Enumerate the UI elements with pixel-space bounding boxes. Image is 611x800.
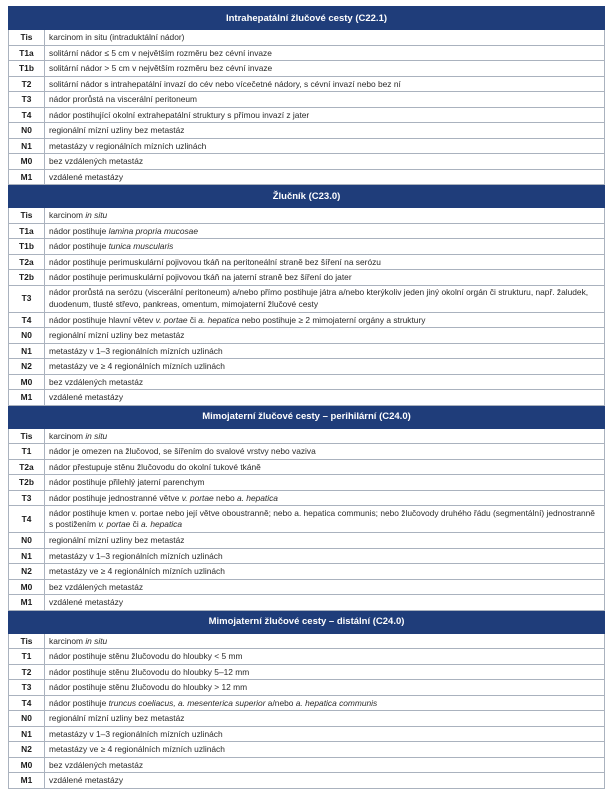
description-text: nádor postihuje přilehlý jaterní parenchym bbox=[49, 477, 205, 487]
description-text: karcinom bbox=[49, 430, 86, 441]
description-text: karcinom bbox=[49, 210, 86, 220]
italic-term: a. hepatica communis bbox=[295, 697, 378, 708]
tnm-description bbox=[45, 695, 605, 711]
tnm-description bbox=[45, 107, 605, 123]
tnm-description bbox=[45, 742, 605, 758]
tnm-description bbox=[45, 359, 605, 375]
tnm-description bbox=[45, 76, 605, 92]
table-row bbox=[9, 579, 605, 595]
description-text: bez vzdálených metastáz bbox=[49, 376, 144, 387]
description-text: nádor postihuje stěnu žlučovodu do hloubky < 5 mm bbox=[49, 651, 243, 661]
tnm-description bbox=[45, 533, 605, 549]
tnm-description bbox=[45, 254, 605, 270]
description-text: metastázy ve ≥ 4 regionálních mízních uzlinách bbox=[49, 744, 225, 754]
tnm-description bbox=[45, 328, 605, 344]
tnm-code: T1a bbox=[9, 45, 45, 61]
tnm-code: T3 bbox=[9, 285, 45, 312]
table-row bbox=[9, 92, 605, 108]
description-text: vzdálené metastázy bbox=[49, 597, 124, 607]
tnm-code: T2b bbox=[9, 270, 45, 286]
table-row bbox=[9, 459, 605, 475]
tnm-code: N0 bbox=[9, 123, 45, 139]
table-row bbox=[9, 444, 605, 460]
table-row bbox=[9, 208, 605, 224]
description-text: regionální mízní uzliny bez metastáz bbox=[49, 713, 185, 723]
tnm-code: M1 bbox=[9, 773, 45, 789]
tnm-code: T4 bbox=[9, 107, 45, 123]
tnm-code: N2 bbox=[9, 742, 45, 758]
table-row bbox=[9, 254, 605, 270]
tnm-description bbox=[45, 595, 605, 611]
tnm-code: T2a bbox=[9, 254, 45, 270]
description-text: karcinom in situ (intraduktální nádor) bbox=[49, 32, 185, 42]
description-text: nádor postihuje stěnu žlučovodu do hloubky 5–12 mm bbox=[49, 666, 250, 677]
description-text: metastázy v regionálních mízních uzlinách bbox=[49, 140, 207, 151]
tnm-table-body bbox=[9, 7, 605, 789]
tnm-description bbox=[45, 475, 605, 491]
description-text: nebo postihuje ≥ 2 mimojaterní orgány a struktury bbox=[239, 314, 426, 325]
tnm-description bbox=[45, 649, 605, 665]
description-text: vzdálené metastázy bbox=[49, 392, 124, 402]
tnm-code: T4 bbox=[9, 695, 45, 711]
tnm-code: T1a bbox=[9, 223, 45, 239]
tnm-code: Tis bbox=[9, 30, 45, 46]
tnm-code: T1b bbox=[9, 61, 45, 77]
tnm-description bbox=[45, 374, 605, 390]
tnm-code: Tis bbox=[9, 428, 45, 444]
table-row bbox=[9, 506, 605, 533]
tnm-description bbox=[45, 223, 605, 239]
table-row bbox=[9, 374, 605, 390]
table-row bbox=[9, 343, 605, 359]
table-row bbox=[9, 633, 605, 649]
section-title: Mimojaterní žlučové cesty – perihilární (C24.0) bbox=[9, 405, 605, 428]
table-row bbox=[9, 695, 605, 711]
tnm-description bbox=[45, 548, 605, 564]
tnm-description bbox=[45, 154, 605, 170]
tnm-code: T1 bbox=[9, 444, 45, 460]
table-row bbox=[9, 169, 605, 185]
description-text: či bbox=[187, 314, 199, 325]
table-row bbox=[9, 726, 605, 742]
table-row bbox=[9, 123, 605, 139]
table-row bbox=[9, 223, 605, 239]
tnm-description bbox=[45, 343, 605, 359]
description-text: nádor postihuje stěnu žlučovodu do hloubky > 12 mm bbox=[49, 682, 248, 692]
table-row bbox=[9, 328, 605, 344]
description-text: nádor prorůstá na serózu (viscerální peritoneum) a/nebo přímo postihuje játra a/nebo kterýkoliv jeden jiný okolní orgán či strukturu, např. žaludek, duodenum, tlusté střevo, pankreas, omentum, mimojaterní žlučové cesty bbox=[49, 287, 589, 309]
table-row bbox=[9, 76, 605, 92]
description-text: nádor je omezen na žlučovod, se šířením do svalové vrstvy nebo vaziva bbox=[49, 446, 316, 456]
tnm-description bbox=[45, 490, 605, 506]
table-row bbox=[9, 533, 605, 549]
table-row bbox=[9, 649, 605, 665]
tnm-code: T1b bbox=[9, 239, 45, 255]
section-header-row bbox=[9, 610, 605, 633]
description-text: nádor postihuje perimuskulární pojivovou tkáň na peritoneální straně bez šíření na serózu bbox=[49, 256, 381, 267]
description-text: nádor prorůstá na viscerální peritoneum bbox=[49, 94, 198, 104]
table-row bbox=[9, 773, 605, 789]
table-row bbox=[9, 30, 605, 46]
tnm-code: M1 bbox=[9, 169, 45, 185]
tnm-description bbox=[45, 506, 605, 533]
tnm-description bbox=[45, 312, 605, 328]
tnm-description bbox=[45, 711, 605, 727]
description-text: solitární nádor ≤ 5 cm v největším rozměru bez cévní invaze bbox=[49, 47, 272, 58]
tnm-code: N1 bbox=[9, 343, 45, 359]
table-row bbox=[9, 312, 605, 328]
table-row bbox=[9, 711, 605, 727]
tnm-code: T4 bbox=[9, 312, 45, 328]
italic-term: a. hepatica bbox=[198, 314, 240, 325]
table-row bbox=[9, 428, 605, 444]
tnm-code: N0 bbox=[9, 533, 45, 549]
tnm-description bbox=[45, 208, 605, 224]
table-row bbox=[9, 490, 605, 506]
tnm-code: M0 bbox=[9, 154, 45, 170]
table-row bbox=[9, 548, 605, 564]
description-text: karcinom bbox=[49, 635, 86, 646]
tnm-code: Tis bbox=[9, 208, 45, 224]
tnm-description bbox=[45, 45, 605, 61]
tnm-description bbox=[45, 773, 605, 789]
tnm-code: T4 bbox=[9, 506, 45, 533]
description-text: a/nebo bbox=[265, 697, 296, 708]
tnm-code: T2a bbox=[9, 459, 45, 475]
tnm-code: M0 bbox=[9, 374, 45, 390]
table-row bbox=[9, 45, 605, 61]
tnm-description bbox=[45, 123, 605, 139]
tnm-description bbox=[45, 92, 605, 108]
table-row bbox=[9, 757, 605, 773]
table-row bbox=[9, 564, 605, 580]
table-row bbox=[9, 107, 605, 123]
tnm-description bbox=[45, 30, 605, 46]
tnm-description bbox=[45, 270, 605, 286]
tnm-code: N1 bbox=[9, 548, 45, 564]
description-text: nádor postihuje bbox=[49, 241, 109, 251]
description-text: nádor postihuje hlavní větev bbox=[49, 314, 156, 325]
description-text: bez vzdálených metastáz bbox=[49, 759, 144, 770]
section-title: Intrahepatální žlučové cesty (C22.1) bbox=[9, 7, 605, 30]
description-text: regionální mízní uzliny bez metastáz bbox=[49, 125, 185, 135]
tnm-code: T2 bbox=[9, 76, 45, 92]
tnm-description bbox=[45, 285, 605, 312]
tnm-code: M0 bbox=[9, 579, 45, 595]
tnm-code: N1 bbox=[9, 138, 45, 154]
description-text: solitární nádor s intrahepatální invazí do cév nebo vícečetné nádory, s cévní invazí nebo bez ní bbox=[49, 78, 401, 89]
tnm-description bbox=[45, 757, 605, 773]
description-text: nádor postihuje bbox=[49, 225, 109, 236]
italic-term: lamina propria mucosae bbox=[108, 225, 198, 236]
italic-term: in situ bbox=[85, 430, 108, 441]
tnm-code: N1 bbox=[9, 726, 45, 742]
tnm-description bbox=[45, 680, 605, 696]
tnm-description bbox=[45, 579, 605, 595]
table-row bbox=[9, 359, 605, 375]
tnm-description bbox=[45, 459, 605, 475]
tnm-description bbox=[45, 61, 605, 77]
description-text: bez vzdálených metastáz bbox=[49, 581, 144, 592]
tnm-code: T1 bbox=[9, 649, 45, 665]
table-row bbox=[9, 664, 605, 680]
table-row bbox=[9, 680, 605, 696]
description-text: metastázy ve ≥ 4 regionálních mízních uzlinách bbox=[49, 361, 225, 371]
description-text: solitární nádor > 5 cm v největším rozměru bez cévní invaze bbox=[49, 63, 273, 73]
description-text: metastázy v 1–3 regionálních mízních uzlinách bbox=[49, 345, 223, 356]
section-title: Žlučník (C23.0) bbox=[9, 185, 605, 208]
description-text: regionální mízní uzliny bez metastáz bbox=[49, 535, 185, 545]
section-header-row bbox=[9, 185, 605, 208]
description-text: regionální mízní uzliny bez metastáz bbox=[49, 330, 185, 340]
section-title: Mimojaterní žlučové cesty – distální (C24.0) bbox=[9, 610, 605, 633]
section-header-row bbox=[9, 7, 605, 30]
description-text: vzdálené metastázy bbox=[49, 171, 124, 182]
italic-term: a. hepatica bbox=[236, 492, 278, 503]
tnm-classification-document bbox=[8, 6, 604, 789]
tnm-description bbox=[45, 239, 605, 255]
italic-term: in situ bbox=[85, 210, 108, 220]
description-text: nádor postihuje jednostranné větve bbox=[49, 492, 182, 503]
description-text: nádor postihuje bbox=[49, 697, 109, 708]
tnm-code: T3 bbox=[9, 490, 45, 506]
tnm-code: T2 bbox=[9, 664, 45, 680]
table-row bbox=[9, 595, 605, 611]
description-text: nádor přestupuje stěnu žlučovodu do okolní tukové tkáně bbox=[49, 461, 261, 472]
tnm-code: N2 bbox=[9, 359, 45, 375]
description-text: nádor postihující okolní extrahepatální struktury s přímou invazí z jater bbox=[49, 109, 310, 120]
table-row bbox=[9, 742, 605, 758]
tnm-code: N0 bbox=[9, 711, 45, 727]
description-text: nádor postihuje perimuskulární pojivovou tkáň na jaterní straně bez šíření do jater bbox=[49, 272, 352, 282]
tnm-description bbox=[45, 664, 605, 680]
description-text: nádor postihuje kmen v. portae nebo její větve oboustranně; nebo a. hepatica communis; nebo žlučovody druhého řádu (segmentální) jednostranně s postižením bbox=[49, 507, 595, 529]
table-row bbox=[9, 285, 605, 312]
table-row bbox=[9, 154, 605, 170]
table-row bbox=[9, 390, 605, 406]
tnm-description bbox=[45, 633, 605, 649]
tnm-code: T3 bbox=[9, 92, 45, 108]
italic-term: in situ bbox=[85, 635, 108, 646]
table-row bbox=[9, 239, 605, 255]
tnm-table bbox=[8, 6, 605, 789]
description-text: nebo bbox=[213, 492, 237, 503]
tnm-description bbox=[45, 564, 605, 580]
tnm-code: N0 bbox=[9, 328, 45, 344]
italic-term: a. hepatica bbox=[141, 519, 182, 529]
tnm-code: N2 bbox=[9, 564, 45, 580]
tnm-code: M1 bbox=[9, 595, 45, 611]
description-text: či bbox=[130, 519, 142, 529]
tnm-code: M1 bbox=[9, 390, 45, 406]
description-text: metastázy ve ≥ 4 regionálních mízních uzlinách bbox=[49, 566, 225, 576]
description-text: vzdálené metastázy bbox=[49, 775, 124, 785]
tnm-code: T3 bbox=[9, 680, 45, 696]
tnm-description bbox=[45, 444, 605, 460]
italic-term: tunica muscularis bbox=[108, 241, 174, 251]
tnm-description bbox=[45, 726, 605, 742]
tnm-code: T2b bbox=[9, 475, 45, 491]
italic-term: v. portae bbox=[181, 492, 214, 503]
description-text: metastázy v 1–3 regionálních mízních uzlinách bbox=[49, 550, 223, 561]
tnm-description bbox=[45, 169, 605, 185]
description-text: metastázy v 1–3 regionálních mízních uzlinách bbox=[49, 728, 223, 739]
italic-term: truncus coeliacus, a. mesenterica superior bbox=[108, 697, 266, 708]
description-text: bez vzdálených metastáz bbox=[49, 156, 144, 166]
tnm-code: M0 bbox=[9, 757, 45, 773]
section-header-row bbox=[9, 405, 605, 428]
tnm-description bbox=[45, 390, 605, 406]
tnm-description bbox=[45, 138, 605, 154]
table-row bbox=[9, 61, 605, 77]
table-row bbox=[9, 138, 605, 154]
table-row bbox=[9, 270, 605, 286]
tnm-description bbox=[45, 428, 605, 444]
italic-term: v. portae bbox=[98, 519, 131, 529]
table-row bbox=[9, 475, 605, 491]
italic-term: v. portae bbox=[155, 314, 188, 325]
tnm-code: Tis bbox=[9, 633, 45, 649]
